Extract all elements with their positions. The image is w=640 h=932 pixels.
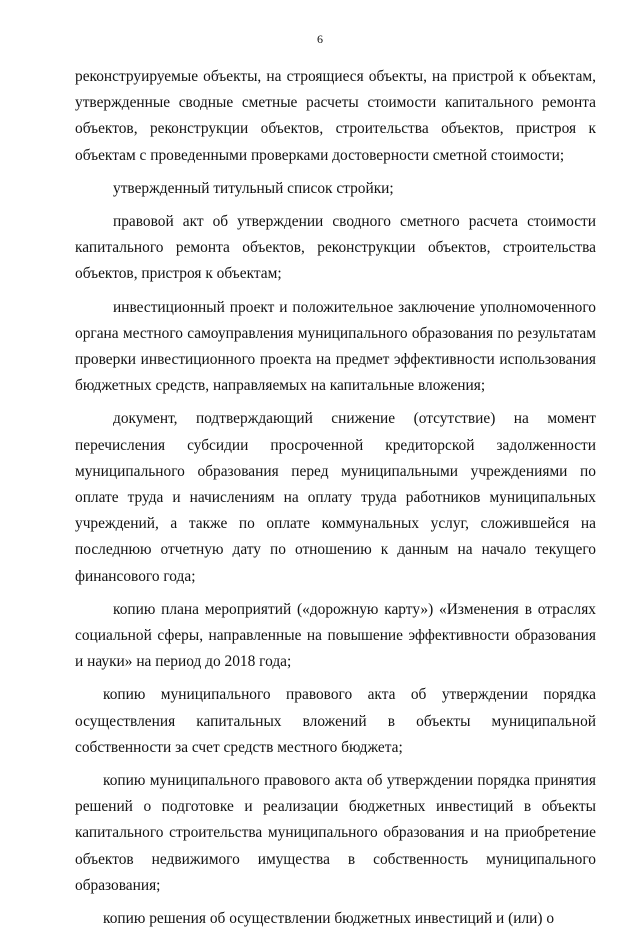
paragraph-debt-document: документ, подтверждающий снижение (отсутствие) на момент перечисления субсидии просроченной кредиторской задолженности муниципального образования перед муниципальными учреждениями по оплате труда и начислениям на оплату труда работников муниципальных учреждений, а также по оплате коммунальных услуг, сложившейся на последнюю отчетную дату по отношению к данным на начало текущего финансового года; — [75, 410, 596, 585]
paragraph-continuation: реконструируемые объекты, на строящиеся объекты, на пристрой к объектам, утвержденные сводные сметные расчеты стоимости капитального ремонта объектов, реконструкции объектов, строительства объектов, пристроя к объектам с проведенными проверками достоверности сметной стоимости; — [75, 68, 596, 164]
paragraph-decision-copy: копию решения об осуществлении бюджетных инвестиций и (или) о — [103, 910, 555, 928]
paragraph-roadmap: копию плана мероприятий («дорожную карту») «Изменения в отраслях социальной сферы, направленные на повышение эффективности образования и науки» на период до 2018 года; — [75, 600, 596, 671]
paragraph-budget-investments-order: копию муниципального правового акта об утверждении порядка принятия решений о подготовке и реализации бюджетных инвестиций в объекты капитального строительства муниципального образования и на приобретение объектов недвижимого имущества в собственность муниципального образования; — [75, 772, 596, 894]
paragraph-legal-act: правовой акт об утверждении сводного сметного расчета стоимости капитального ремонта объектов, реконструкции объектов, строительства объектов, пристроя к объектам; — [75, 213, 596, 283]
paragraph-capital-investments-order: копию муниципального правового акта об утверждении порядка осуществления капитальных вложений в объекты муниципальной собственности за счет средств местного бюджета; — [75, 686, 596, 756]
document-body — [75, 64, 596, 932]
page-number: 6 — [317, 32, 323, 46]
paragraph-investment-project: инвестиционный проект и положительное заключение уполномоченного органа местного самоуправления муниципального образования по результатам проверки инвестиционного проекта на предмет эффективности использования бюджетных средств, направляемых на капитальные вложения; — [75, 298, 596, 395]
paragraph-title-list: утвержденный титульный список стройки; — [113, 179, 394, 197]
